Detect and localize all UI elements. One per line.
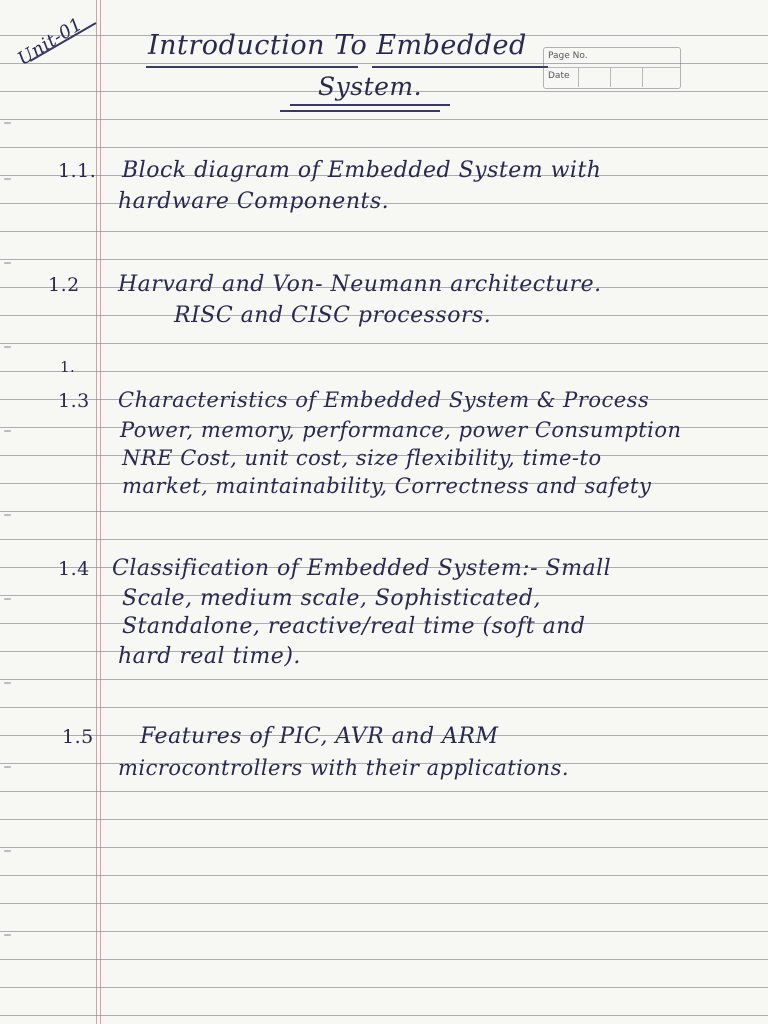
subtitle-underline xyxy=(290,104,450,106)
struck-number: 1. xyxy=(60,358,76,376)
topic-line: Classification of Embedded System:- Small xyxy=(112,556,612,581)
topic-number: 1.5 xyxy=(62,726,94,748)
date-cell-divider xyxy=(642,68,643,87)
topic-line: Power, memory, performance, power Consumption xyxy=(120,418,682,442)
topic-line: Standalone, reactive/real time (soft and xyxy=(122,614,586,639)
topic-line: Harvard and Von- Neumann architecture. xyxy=(118,272,602,297)
title-underline xyxy=(372,66,548,68)
date-cell-divider xyxy=(578,68,579,87)
date-label: Date xyxy=(548,71,570,81)
page-date-box xyxy=(543,47,681,89)
topic-number: 1.2 xyxy=(48,274,80,296)
binding-mark xyxy=(4,598,11,600)
page-number-label: Page No. xyxy=(548,51,588,61)
title-underline xyxy=(146,66,358,68)
subtitle-underline xyxy=(280,110,440,112)
date-row xyxy=(544,68,680,87)
topic-line: NRE Cost, unit cost, size flexibility, time-to xyxy=(122,446,602,470)
topic-line: microcontrollers with their applications. xyxy=(118,756,570,780)
topic-line: Block diagram of Embedded System with xyxy=(122,158,602,183)
page-title: Introduction To Embedded xyxy=(148,30,527,61)
binding-mark xyxy=(4,122,11,124)
binding-mark xyxy=(4,514,11,516)
margin-line-left xyxy=(96,0,97,1024)
page-number-row xyxy=(544,48,680,68)
binding-mark xyxy=(4,850,11,852)
binding-mark xyxy=(4,430,11,432)
topic-line: Scale, medium scale, Sophisticated, xyxy=(122,586,541,611)
topic-number: 1.4 xyxy=(58,558,90,580)
page-subtitle: System. xyxy=(318,72,423,101)
binding-mark xyxy=(4,178,11,180)
margin-line-right xyxy=(100,0,101,1024)
topic-line: Characteristics of Embedded System & Process xyxy=(118,388,650,412)
topic-line: market, maintainability, Correctness and safety xyxy=(122,474,652,498)
topic-line: hard real time). xyxy=(118,644,301,669)
topic-number: 1.3 xyxy=(58,390,90,412)
binding-mark xyxy=(4,346,11,348)
binding-mark xyxy=(4,766,11,768)
binding-mark xyxy=(4,262,11,264)
unit-label: Unit-01 xyxy=(14,13,87,70)
topic-line: Features of PIC, AVR and ARM xyxy=(140,724,499,749)
date-cell-divider xyxy=(610,68,611,87)
topic-number: 1.1. xyxy=(58,160,97,182)
binding-mark xyxy=(4,934,11,936)
topic-line: hardware Components. xyxy=(118,189,390,214)
binding-mark xyxy=(4,682,11,684)
topic-line: RISC and CISC processors. xyxy=(174,303,492,328)
